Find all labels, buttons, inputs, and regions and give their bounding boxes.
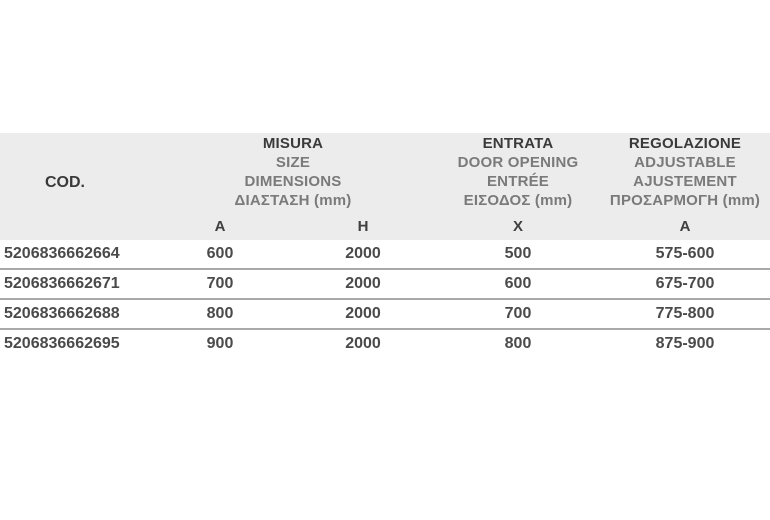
cell-cod: 5206836662664 [0,240,150,269]
header-line: ΕΙΣΟΔΟΣ (mm) [463,192,573,209]
table-row [0,269,770,299]
subcolumn-h-height: H [290,212,436,240]
cell-width: 700 [150,269,290,299]
entrata-title-stack [436,133,600,210]
header-line: ENTRÉE [486,173,550,190]
column-header-misura [150,133,436,212]
column-header-regolazione [600,133,770,212]
cell-adjust: 875-900 [600,329,770,358]
cell-height: 2000 [290,299,436,329]
table-row [0,240,770,269]
cell-opening: 700 [436,299,600,329]
cell-height: 2000 [290,329,436,358]
spec-table-header [0,133,770,240]
subcolumn-x-opening: X [436,212,600,240]
subcolumn-a-adjust: A [600,212,770,240]
spec-table [0,133,770,358]
table-row [0,329,770,358]
column-header-cod: COD. [0,133,150,240]
cell-width: 600 [150,240,290,269]
cell-cod: 5206836662688 [0,299,150,329]
cell-opening: 600 [436,269,600,299]
cell-opening: 800 [436,329,600,358]
column-header-entrata [436,133,600,212]
cell-height: 2000 [290,269,436,299]
header-line: ΠΡΟΣΑΡΜΟΓΗ (mm) [609,192,761,209]
header-line: ADJUSTABLE [634,154,736,171]
subcolumn-a-width: A [150,212,290,240]
header-titles-row [0,133,770,212]
cell-adjust: 675-700 [600,269,770,299]
header-line: ΔΙΑΣΤΑΣΗ (mm) [234,192,352,209]
header-line: REGOLAZIONE [628,135,742,152]
header-line: DIMENSIONS [244,173,342,190]
spec-table-body [0,240,770,358]
header-line: ENTRATA [482,135,554,152]
header-line: MISURA [262,135,324,152]
header-line: DOOR OPENING [457,154,579,171]
cell-adjust: 775-800 [600,299,770,329]
cell-cod: 5206836662671 [0,269,150,299]
misura-title-stack [150,133,436,210]
regolazione-title-stack [600,133,770,210]
cell-adjust: 575-600 [600,240,770,269]
cell-width: 800 [150,299,290,329]
cell-width: 900 [150,329,290,358]
cell-cod: 5206836662695 [0,329,150,358]
cell-opening: 500 [436,240,600,269]
header-line: SIZE [275,154,311,171]
table-row [0,299,770,329]
header-line: AJUSTEMENT [633,173,737,190]
cell-height: 2000 [290,240,436,269]
